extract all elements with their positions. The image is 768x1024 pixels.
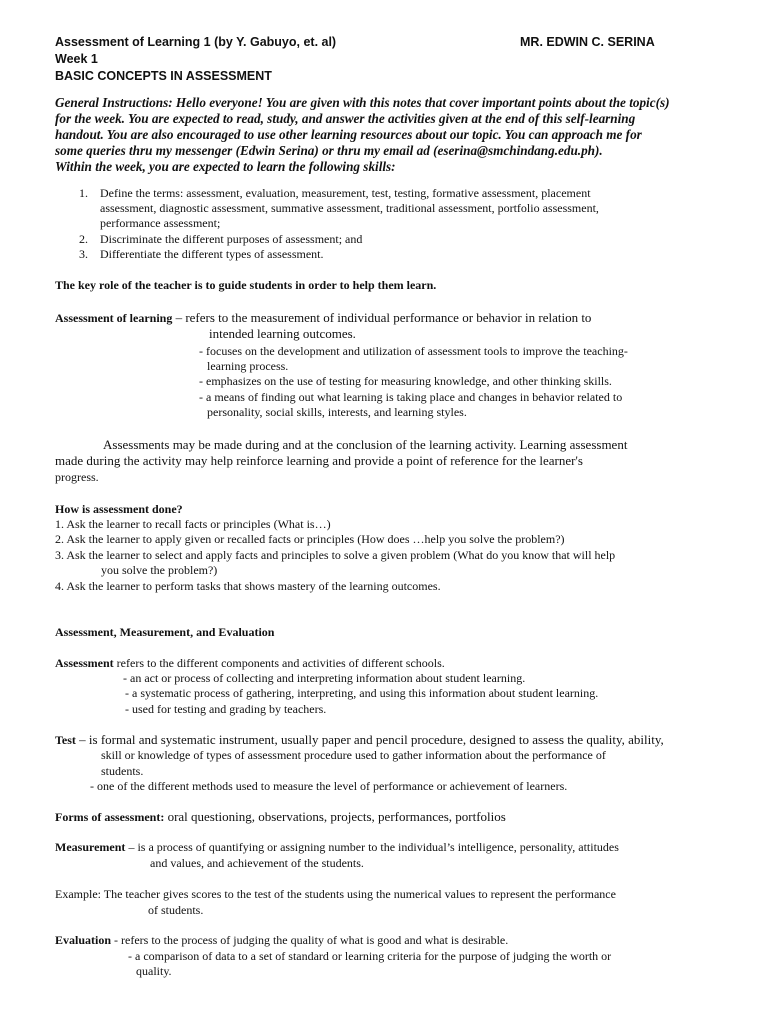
forms-def: oral questioning, observations, projects, performances, portfolios bbox=[164, 809, 506, 824]
evaluation-definition bbox=[55, 933, 508, 948]
instructions-line-1: General Instructions: Hello everyone! You are given with this notes that cover important points about the topic(s) bbox=[55, 95, 670, 110]
skill-line: Define the terms: assessment, evaluation, measurement, test, testing, formative assessment, placement bbox=[100, 186, 591, 200]
how-item: 1. Ask the learner to recall facts or principles (What is…) bbox=[55, 517, 331, 531]
instructions-line-4: some queries thru my messenger (Edwin Serina) or thru my email ad (eserina@smchindang.edu.ph). bbox=[55, 143, 603, 158]
measurement-definition bbox=[55, 840, 619, 855]
aol-bullet: - a means of finding out what learning is taking place and changes in behavior related to bbox=[199, 390, 623, 404]
evaluation-term: Evaluation bbox=[55, 933, 112, 947]
test-def: – is formal and systematic instrument, usually paper and pencil procedure, designed to assess the quality, ability, bbox=[75, 732, 664, 747]
how-item-cont: you solve the problem?) bbox=[101, 563, 218, 577]
ame-heading: Assessment, Measurement, and Evaluation bbox=[55, 625, 275, 639]
evaluation-def: - refers to the process of judging the quality of what is good and what is desirable. bbox=[111, 933, 509, 947]
skill-number: 1. bbox=[79, 186, 88, 200]
course-title: Assessment of Learning 1 (by Y. Gabuyo, et. al) bbox=[55, 35, 337, 49]
paragraph-line: Assessments may be made during and at the conclusion of the learning activity. Learning assessment bbox=[103, 437, 628, 452]
instructions-line-3: handout. You are also encouraged to use other learning resources about our topic. You can approach me for bbox=[55, 127, 642, 142]
paragraph-line: made during the activity may help reinforce learning and provide a point of reference for the learner's bbox=[55, 453, 583, 468]
assessment-def: refers to the different components and activities of different schools. bbox=[113, 656, 445, 670]
skill-line: assessment, diagnostic assessment, summative assessment, traditional assessment, portfolio assessment, bbox=[100, 201, 599, 215]
topic-title: BASIC CONCEPTS IN ASSESSMENT bbox=[55, 69, 272, 83]
test-term: Test bbox=[55, 733, 76, 747]
measurement-def: – is a process of quantifying or assigning number to the individual’s intelligence, personality, attitudes bbox=[125, 840, 619, 854]
evaluation-bullet: - a comparison of data to a set of standard or learning criteria for the purpose of judging the worth or bbox=[128, 949, 612, 963]
measurement-term: Measurement bbox=[55, 840, 126, 854]
test-definition bbox=[55, 732, 664, 748]
aol-definition bbox=[55, 310, 591, 326]
skill-number: 2. bbox=[79, 232, 88, 246]
how-heading: How is assessment done? bbox=[55, 502, 183, 516]
skill-number: 3. bbox=[79, 247, 88, 261]
aol-bullet-cont: personality, social skills, interests, and learning styles. bbox=[207, 405, 467, 419]
assessment-bullet: - a systematic process of gathering, interpreting, and using this information about student learning. bbox=[125, 686, 599, 700]
measurement-def-cont: and values, and achievement of the students. bbox=[150, 856, 364, 870]
example-line: Example: The teacher gives scores to the test of the students using the numerical values to represent the performance bbox=[55, 887, 616, 901]
assessment-bullet: - an act or process of collecting and interpreting information about student learning. bbox=[123, 671, 526, 685]
example-line-cont: of students. bbox=[148, 903, 204, 917]
aol-def: – refers to the measurement of individual performance or behavior in relation to bbox=[172, 310, 592, 325]
skill-line: Discriminate the different purposes of assessment; and bbox=[100, 232, 363, 246]
aol-bullet: - focuses on the development and utilization of assessment tools to improve the teaching- bbox=[199, 344, 628, 358]
how-item: 3. Ask the learner to select and apply facts and principles to solve a given problem (What do you know that will help bbox=[55, 548, 616, 562]
evaluation-bullet-cont: quality. bbox=[136, 964, 172, 978]
test-def-cont: skill or knowledge of types of assessment procedure used to gather information about the performance of bbox=[101, 748, 606, 762]
aol-bullet: - emphasizes on the use of testing for measuring knowledge, and other thinking skills. bbox=[199, 374, 612, 388]
test-bullet: - one of the different methods used to measure the level of performance or achievement of learners. bbox=[90, 779, 568, 793]
aol-def-cont: intended learning outcomes. bbox=[209, 326, 356, 341]
forms-of-assessment bbox=[55, 809, 506, 825]
assessment-term: Assessment bbox=[55, 656, 114, 670]
aol-bullet-cont: learning process. bbox=[207, 359, 289, 373]
instructions-line-2: for the week. You are expected to read, study, and answer the activities given at the end of this self-learning bbox=[55, 111, 636, 126]
instructions-line-5: Within the week, you are expected to learn the following skills: bbox=[55, 159, 396, 174]
key-role-statement: The key role of the teacher is to guide students in order to help them learn. bbox=[55, 278, 437, 292]
assessment-bullet: - used for testing and grading by teachers. bbox=[125, 702, 327, 716]
skill-line: Differentiate the different types of assessment. bbox=[100, 247, 324, 261]
forms-term: Forms of assessment: bbox=[55, 810, 165, 824]
how-item: 4. Ask the learner to perform tasks that shows mastery of the learning outcomes. bbox=[55, 579, 441, 593]
test-def-cont: students. bbox=[101, 764, 144, 778]
skill-line: performance assessment; bbox=[100, 216, 221, 230]
paragraph-line: progress. bbox=[55, 470, 99, 484]
assessment-definition bbox=[55, 656, 445, 671]
instructor-name: MR. EDWIN C. SERINA bbox=[520, 35, 655, 49]
week-label: Week 1 bbox=[55, 52, 98, 66]
how-item: 2. Ask the learner to apply given or recalled facts or principles (How does …help you solve the problem?) bbox=[55, 532, 565, 546]
aol-term: Assessment of learning bbox=[55, 311, 173, 325]
